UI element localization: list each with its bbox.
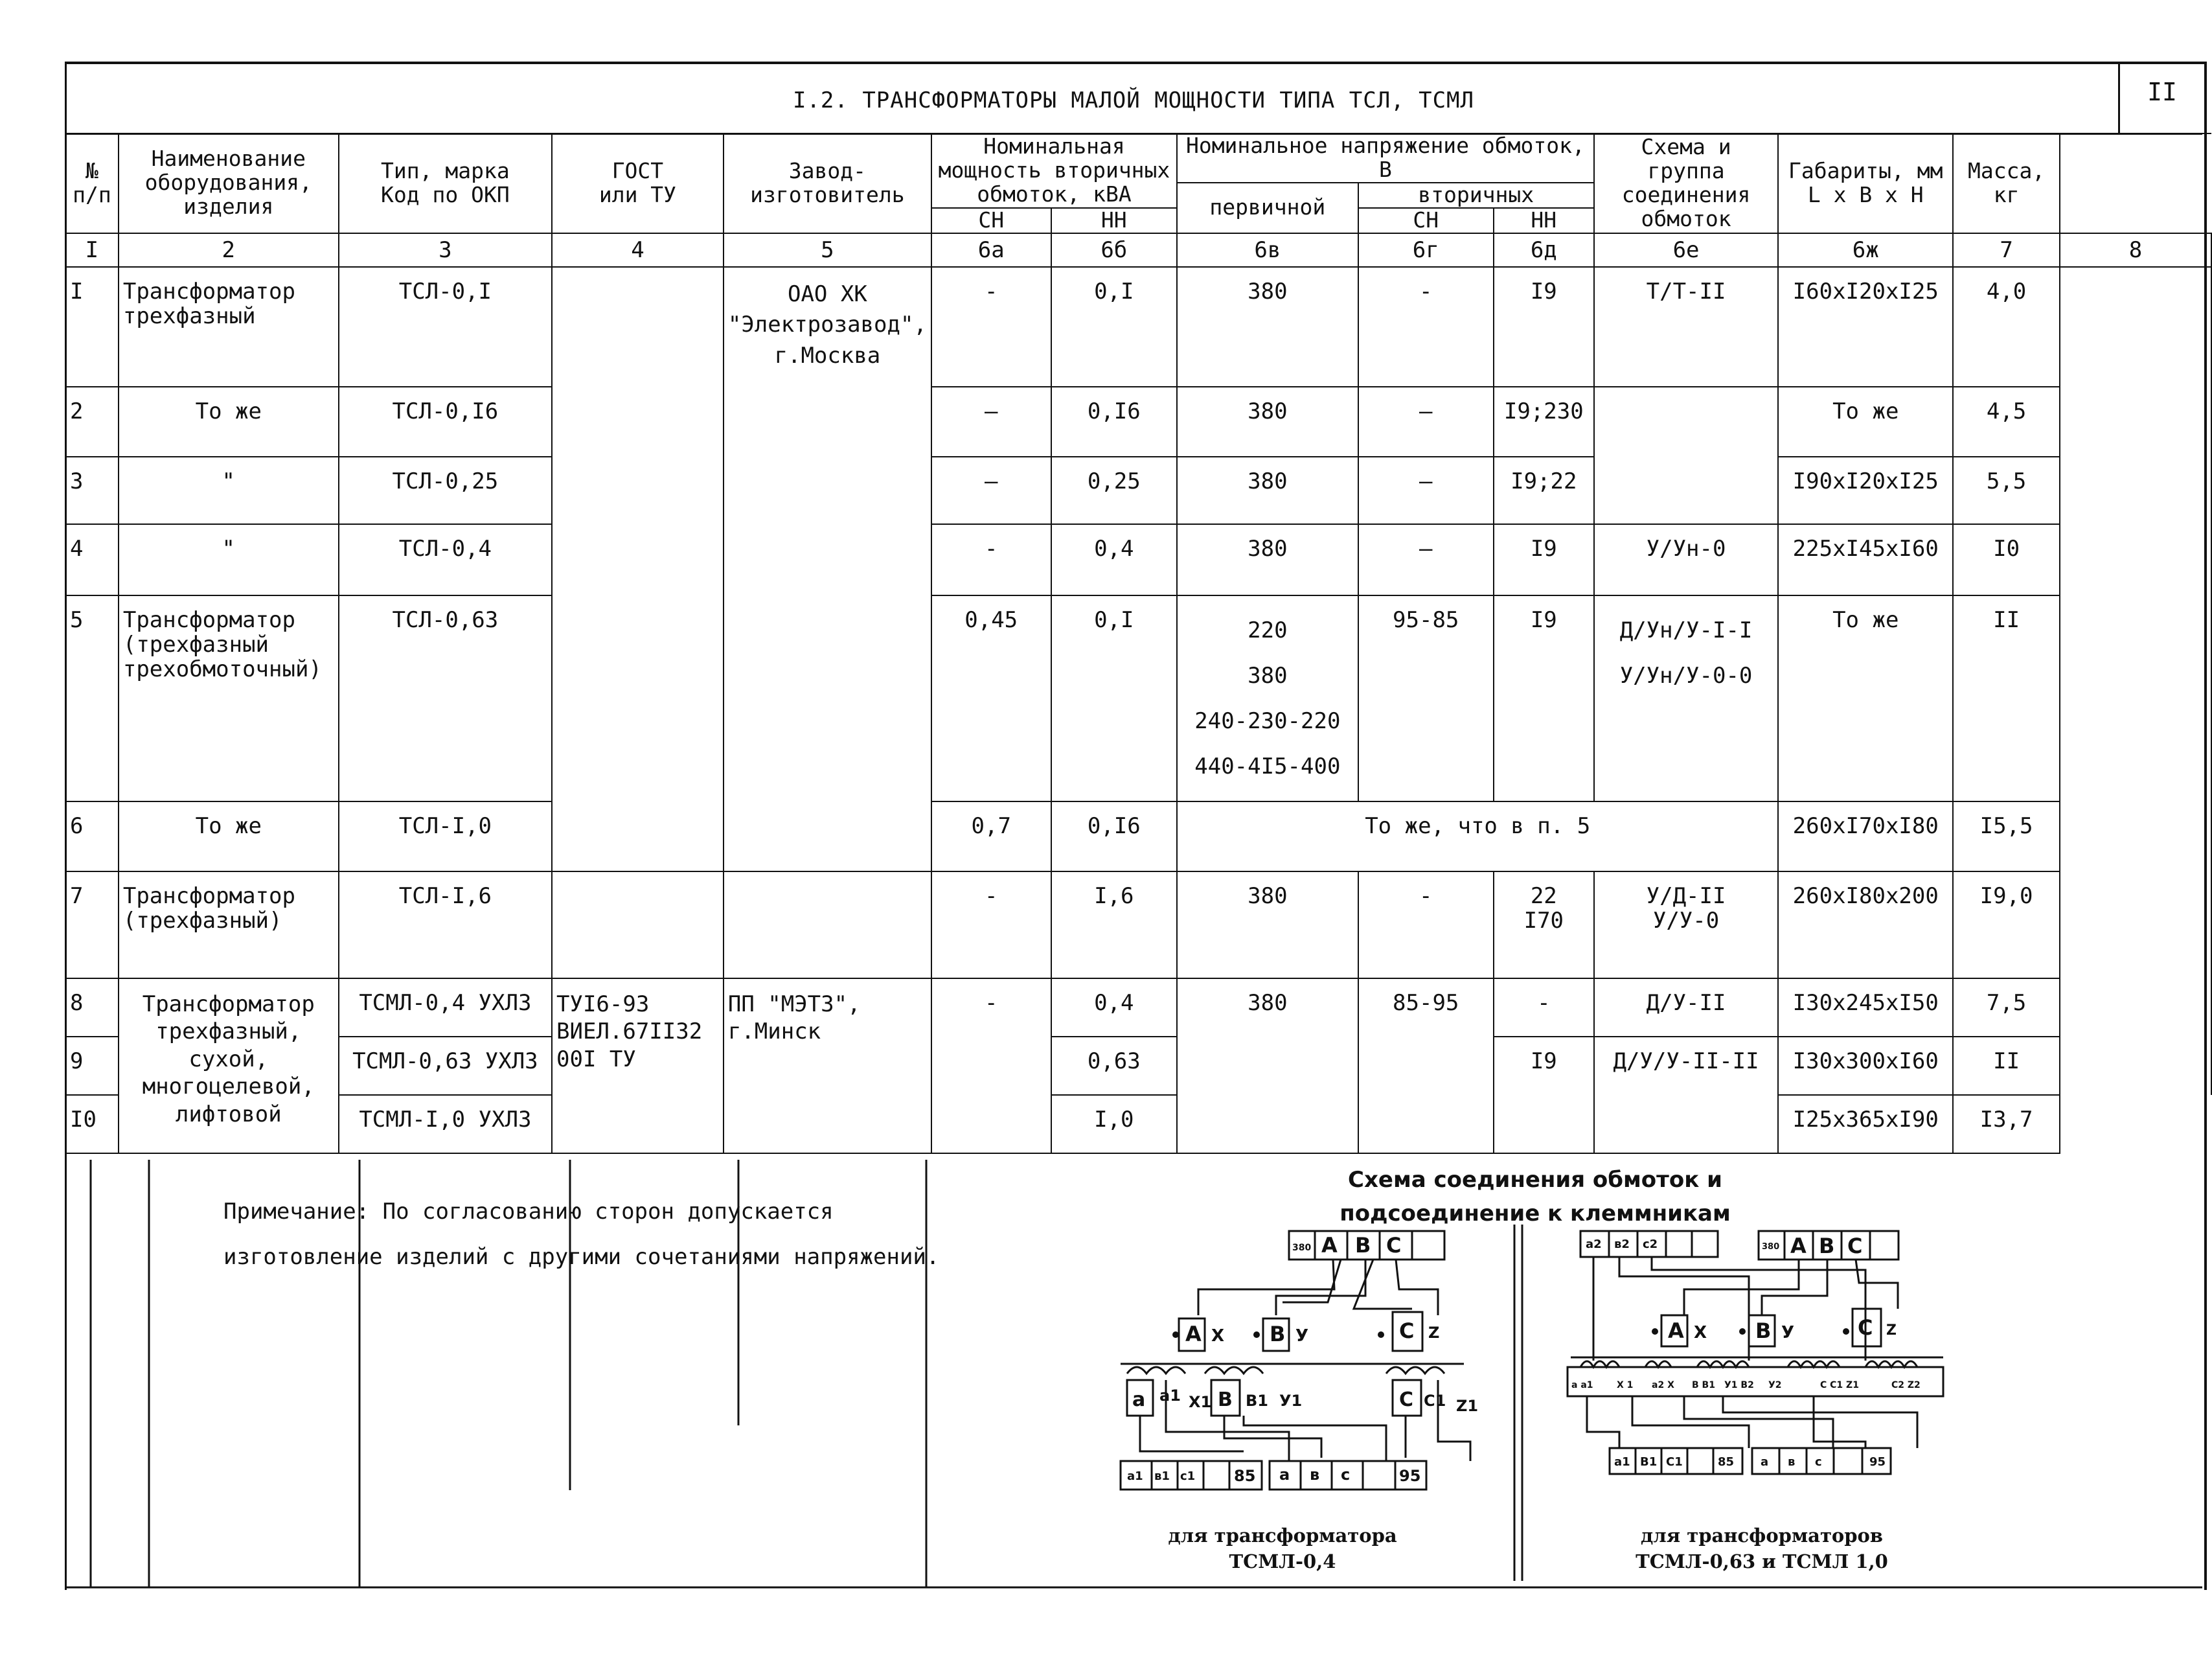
- svg-text:a: a: [1132, 1388, 1146, 1411]
- cell-dims: I60xI20xI25: [1778, 267, 1953, 387]
- diagram-title-line: Схема соединения обмоток и: [1348, 1167, 1722, 1193]
- note-line: Примечание: По согласованию сторон допускается: [223, 1199, 834, 1225]
- cell-voltage-nn: I9;230: [1494, 387, 1594, 457]
- svg-text:a1: a1: [1614, 1455, 1630, 1469]
- cell-mass: II: [1953, 595, 2060, 801]
- cell-name: Трансформатор (трехфазный трехобмоточный): [119, 595, 339, 801]
- scheme-value: Д/Ун/У-I-I: [1619, 617, 1753, 643]
- cell-name: ": [119, 524, 339, 595]
- svg-text:A: A: [1185, 1322, 1202, 1346]
- svg-text:A: A: [1790, 1234, 1807, 1258]
- cell-mass: 7,5: [1953, 978, 2060, 1037]
- cell-maker: ПП "МЭТЗ", г.Минск: [724, 978, 931, 1153]
- svg-text:Z1: Z1: [1456, 1397, 1479, 1415]
- svg-text:X 1: X 1: [1617, 1380, 1634, 1390]
- cell-scheme: Д/У/У-II-II: [1594, 1037, 1779, 1153]
- col-number: 6ж: [1778, 233, 1953, 267]
- cell-voltage-sn: -: [1358, 267, 1494, 387]
- svg-text:X1: X1: [1189, 1393, 1212, 1411]
- cell-type: ТСЛ-I,0: [339, 801, 552, 871]
- cell-number: 9: [65, 1037, 119, 1095]
- col-number: 7: [1953, 233, 2060, 267]
- svg-text:85: 85: [1234, 1467, 1256, 1485]
- svg-text:c: c: [1815, 1455, 1822, 1469]
- svg-text:B: B: [1355, 1233, 1371, 1258]
- cell-name: Трансформатор трехфазный: [119, 267, 339, 387]
- cell-name: Трансформатор (трехфазный): [119, 871, 339, 978]
- svg-text:a a1: a a1: [1571, 1380, 1593, 1390]
- cell-voltage-sn: -: [1358, 871, 1494, 978]
- cell-voltage-sn: —: [1358, 387, 1494, 457]
- cell-power-sn: 0,45: [931, 595, 1051, 801]
- cell-number: 2: [65, 387, 119, 457]
- cell-name: То же: [119, 387, 339, 457]
- col-number: 6е: [1594, 233, 1779, 267]
- wiring-diagram-tsml-0-63-1-0: [1555, 1218, 1969, 1503]
- cell-voltage-nn: I9: [1494, 1037, 1594, 1153]
- svg-text:C2 Z2: C2 Z2: [1891, 1380, 1921, 1390]
- header-voltage: Номинальное напряжение обмоток, В: [1177, 133, 1594, 183]
- col-number: 6г: [1358, 233, 1494, 267]
- terminal-a2: a2: [1586, 1237, 1602, 1251]
- cell-mass: 4,5: [1953, 387, 2060, 457]
- cell-type: ТСЛ-0,25: [339, 457, 552, 524]
- cell-type: ТСЛ-0,4: [339, 524, 552, 595]
- cell-merged-same-as-5: То же, что в п. 5: [1177, 801, 1778, 871]
- cell-power-sn: -: [931, 978, 1051, 1153]
- col-number: 4: [552, 233, 724, 267]
- cell-dims: 225xI45xI60: [1778, 524, 1953, 595]
- terminal-b2: в2: [1614, 1237, 1630, 1251]
- cell-type: ТСМЛ-0,63 УХЛ3: [339, 1037, 552, 1095]
- cell-voltage-nn: I9;22: [1494, 457, 1594, 524]
- cell-number: 6: [65, 801, 119, 871]
- svg-text:95: 95: [1869, 1455, 1886, 1469]
- svg-text:C: C: [1399, 1388, 1414, 1411]
- cell-power-nn: 0,25: [1051, 457, 1178, 524]
- svg-text:в: в: [1310, 1466, 1320, 1484]
- svg-text:a1: a1: [1127, 1469, 1143, 1483]
- cell-mass: I0: [1953, 524, 2060, 595]
- col-number: 6в: [1177, 233, 1358, 267]
- cell-power-nn: 0,I: [1051, 595, 1178, 801]
- svg-text:B1: B1: [1640, 1455, 1658, 1469]
- page-number: II: [2147, 78, 2177, 106]
- svg-text:C1: C1: [1424, 1392, 1446, 1410]
- col-number: 2: [119, 233, 339, 267]
- col-number: 8: [2060, 233, 2211, 267]
- cell-power-sn: 0,7: [931, 801, 1051, 871]
- cell-mass: II: [1953, 1037, 2060, 1095]
- header-scheme: Схема и группа соединения обмоток: [1594, 133, 1779, 233]
- svg-text:C: C: [1399, 1318, 1415, 1343]
- header-gost: ГОСТ или ТУ: [552, 133, 724, 233]
- cell-type: ТСМЛ-0,4 УХЛ3: [339, 978, 552, 1037]
- diagram-caption-right: [1568, 1523, 1956, 1574]
- cell-dims: I90xI20xI25: [1778, 457, 1953, 524]
- header-voltage-nn: НН: [1494, 208, 1594, 233]
- cell-power-nn: 0,I: [1051, 267, 1178, 387]
- cell-mass: I3,7: [1953, 1095, 2060, 1153]
- cell-mass: 5,5: [1953, 457, 2060, 524]
- svg-text:У1 B2: У1 B2: [1724, 1380, 1754, 1390]
- cell-voltage-sn: —: [1358, 524, 1494, 595]
- caption-line: ТСМЛ-0,63 и ТСМЛ 1,0: [1636, 1550, 1888, 1572]
- voltage-value: 240-230-220: [1194, 708, 1341, 734]
- cell-number: 4: [65, 524, 119, 595]
- voltage-value: 22: [1530, 882, 1557, 909]
- svg-text:B: B: [1819, 1234, 1835, 1258]
- header-type: Тип, марка Код по ОКП: [339, 133, 552, 233]
- cell-power-sn: —: [931, 457, 1051, 524]
- note-line: изготовление изделий с другими сочетаниями напряжений.: [223, 1244, 940, 1270]
- svg-text:Z: Z: [1886, 1322, 1897, 1339]
- cell-type: ТСЛ-0,I: [339, 267, 552, 387]
- svg-text:95: 95: [1399, 1467, 1421, 1485]
- cell-number: 3: [65, 457, 119, 524]
- cell-number: 7: [65, 871, 119, 978]
- cell-voltage-primary: 380: [1177, 387, 1358, 457]
- col-number: 5: [724, 233, 931, 267]
- cell-number: I0: [65, 1095, 119, 1153]
- svg-text:У: У: [1295, 1326, 1309, 1346]
- cell-voltage-sn: —: [1358, 457, 1494, 524]
- header-dims: Габариты, мм L x B x H: [1778, 133, 1953, 233]
- cell-voltage-primary: 380: [1177, 267, 1358, 387]
- svg-text:C C1 Z1: C C1 Z1: [1820, 1380, 1859, 1390]
- caption-line: для трансформатора: [1168, 1525, 1397, 1547]
- cell-voltage-nn: I9: [1494, 595, 1594, 801]
- cell-power-nn: 0,4: [1051, 524, 1178, 595]
- svg-text:в: в: [1788, 1455, 1796, 1469]
- svg-text:a1: a1: [1159, 1387, 1181, 1405]
- header-voltage-sn: СН: [1358, 208, 1494, 233]
- svg-text:380: 380: [1762, 1242, 1780, 1252]
- cell-power-sn: -: [931, 871, 1051, 978]
- svg-text:B: B: [1755, 1318, 1772, 1343]
- cell-mass: I5,5: [1953, 801, 2060, 871]
- caption-line: для трансформаторов: [1640, 1525, 1884, 1547]
- cell-voltage-nn: I9: [1494, 524, 1594, 595]
- terminal-c2: c2: [1643, 1237, 1658, 1251]
- header-power-nn: НН: [1051, 208, 1178, 233]
- col-number: 3: [339, 233, 552, 267]
- cell-type: ТСЛ-0,I6: [339, 387, 552, 457]
- svg-text:380: 380: [1292, 1243, 1312, 1253]
- cell-type: ТСЛ-0,63: [339, 595, 552, 801]
- col-number: 6а: [931, 233, 1051, 267]
- svg-text:B: B: [1218, 1388, 1233, 1411]
- cell-voltage-primary: 380: [1177, 871, 1358, 978]
- cell-maker: ОАО ХК "Электрозавод", г.Москва: [724, 267, 931, 871]
- svg-text:X: X: [1211, 1326, 1225, 1346]
- cell-gost: ТУI6-93 ВИЕЛ.67II32 00I ТУ: [552, 978, 724, 1153]
- header-voltage-primary: первичной: [1177, 183, 1358, 233]
- cell-dims: 260xI80x200: [1778, 871, 1953, 978]
- cell-number: 8: [65, 978, 119, 1037]
- cell-voltage-nn: -: [1494, 978, 1594, 1037]
- svg-text:в1: в1: [1154, 1469, 1170, 1483]
- header-number: № п/п: [65, 133, 119, 233]
- svg-text:B B1: B B1: [1692, 1380, 1715, 1390]
- cell-voltage-primary: 380: [1177, 978, 1358, 1153]
- svg-text:a: a: [1761, 1455, 1769, 1469]
- scheme-value: У/Ун/У-0-0: [1619, 662, 1753, 689]
- cell-power-nn: 0,4: [1051, 978, 1178, 1037]
- svg-text:Z: Z: [1428, 1324, 1440, 1342]
- cell-power-nn: I,6: [1051, 871, 1178, 978]
- svg-text:C: C: [1847, 1234, 1863, 1258]
- cell-number: 5: [65, 595, 119, 801]
- cell-number: I: [65, 267, 119, 387]
- cell-name: ": [119, 457, 339, 524]
- header-maker: Завод- изготовитель: [724, 133, 931, 233]
- col-number: 6б: [1051, 233, 1178, 267]
- cell-mass: I9,0: [1953, 871, 2060, 978]
- cell-power-nn: 0,63: [1051, 1037, 1178, 1095]
- cell-power-nn: 0,I6: [1051, 387, 1178, 457]
- cell-dims: То же: [1778, 595, 1953, 801]
- svg-text:A: A: [1321, 1233, 1338, 1258]
- cell-voltage-primary: 380: [1177, 524, 1358, 595]
- svg-text:c: c: [1341, 1466, 1351, 1484]
- svg-text:85: 85: [1718, 1455, 1735, 1469]
- page-title: I.2. ТРАНСФОРМАТОРЫ МАЛОЙ МОЩНОСТИ ТИПА ТСЛ, ТСМЛ: [792, 87, 1475, 113]
- svg-text:a2 X: a2 X: [1652, 1380, 1674, 1390]
- header-mass: Масса, кг: [1953, 133, 2060, 233]
- cell-voltage-sn: 95-85: [1358, 595, 1494, 801]
- cell-power-nn: 0,I6: [1051, 801, 1178, 871]
- svg-text:У2: У2: [1768, 1380, 1782, 1390]
- cell-scheme: Д/У-II: [1594, 978, 1779, 1037]
- cell-dims: I30x245xI50: [1778, 978, 1953, 1037]
- header-voltage-secondary: вторичных: [1358, 183, 1594, 208]
- cell-power-nn: I,0: [1051, 1095, 1178, 1153]
- cell-mass: 4,0: [1953, 267, 2060, 387]
- col-number: I: [65, 233, 119, 267]
- svg-text:A: A: [1668, 1318, 1684, 1343]
- svg-text:C: C: [1858, 1315, 1873, 1340]
- svg-text:C1: C1: [1666, 1455, 1683, 1469]
- cell-dims: I25x365xI90: [1778, 1095, 1953, 1153]
- voltage-value: I70: [1523, 907, 1564, 934]
- svg-text:B: B: [1270, 1322, 1286, 1346]
- diagram-title-line: подсоединение к клеммникам: [1340, 1201, 1731, 1226]
- cell-power-sn: -: [931, 524, 1051, 595]
- svg-text:У: У: [1781, 1323, 1795, 1342]
- cell-scheme: У/Ун-0: [1594, 524, 1779, 595]
- scheme-value: У/Д-II: [1646, 882, 1726, 909]
- cell-power-sn: -: [931, 267, 1051, 387]
- svg-text:C: C: [1386, 1233, 1402, 1258]
- svg-text:X: X: [1694, 1323, 1707, 1342]
- svg-text:У1: У1: [1279, 1392, 1303, 1410]
- scheme-value: У/У-0: [1652, 907, 1720, 934]
- header-power-sn: СН: [931, 208, 1051, 233]
- voltage-value: 440-4I5-400: [1194, 753, 1341, 779]
- svg-text:B1: B1: [1246, 1392, 1268, 1410]
- cell-scheme: Т/Т-II: [1594, 267, 1779, 387]
- cell-voltage-sn: 85-95: [1358, 978, 1494, 1153]
- header-name: Наименование оборудования, изделия: [119, 133, 339, 233]
- voltage-value: 220: [1248, 617, 1288, 643]
- wiring-diagram-tsml-0-4: [1049, 1218, 1503, 1510]
- cell-name: То же: [119, 801, 339, 871]
- cell-voltage-primary: 380: [1177, 457, 1358, 524]
- caption-line: ТСМЛ-0,4: [1229, 1550, 1336, 1572]
- svg-text:c1: c1: [1180, 1469, 1196, 1483]
- cell-power-sn: —: [931, 387, 1051, 457]
- cell-type: ТСМЛ-I,0 УХЛ3: [339, 1095, 552, 1153]
- svg-text:a: a: [1279, 1466, 1290, 1484]
- voltage-value: 380: [1248, 662, 1288, 689]
- cell-dims: I30x300xI60: [1778, 1037, 1953, 1095]
- cell-name: Трансформатор трехфазный, сухой, многоцелевой, лифтовой: [119, 978, 339, 1153]
- cell-dims: То же: [1778, 387, 1953, 457]
- cell-type: ТСЛ-I,6: [339, 871, 552, 978]
- cell-dims: 260xI70xI80: [1778, 801, 1953, 871]
- diagram-caption-left: [1101, 1523, 1464, 1574]
- col-number: 6д: [1494, 233, 1594, 267]
- note-block: [223, 1189, 939, 1280]
- header-power: Номинальная мощность вторичных обмоток, кВА: [931, 133, 1177, 208]
- cell-voltage-nn: I9: [1494, 267, 1594, 387]
